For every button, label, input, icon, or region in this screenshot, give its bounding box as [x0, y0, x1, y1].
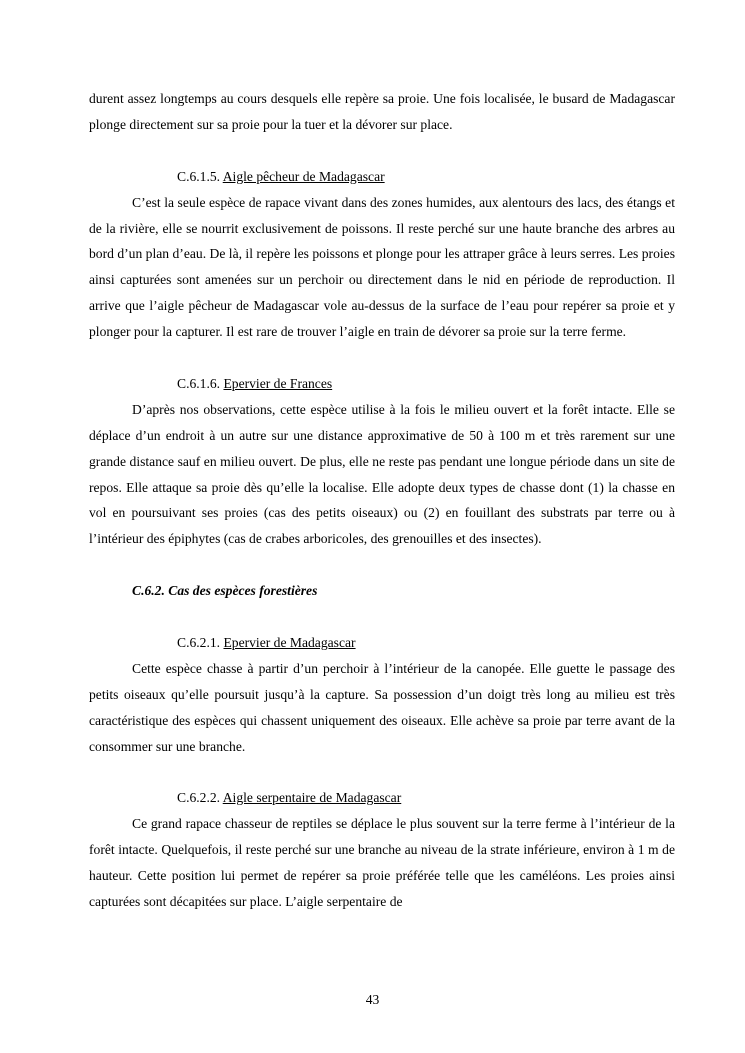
- paragraph-c615: C’est la seule espèce de rapace vivant dans des zones humides, aux alentours des lacs, des étangs et de la rivière, elle se nourrit exclusivement de poissons. Il reste perché sur une haute branche des arbres au bord d’un plan d’eau. De là, il repère les poissons et plonge pour les attraper grâce à leurs serres. Les proies ainsi capturées sont amenées sur un perchoir ou directement dans le nid en période de reproduction. Il arrive que l’aigle pêcheur de Madagascar vole au-dessus de la surface de l’eau pour repérer sa proie et y plonger pour la capturer. Il est rare de trouver l’aigle en train de dévorer sa proie sur la terre ferme.: [89, 194, 675, 340]
- spacer: [89, 345, 675, 371]
- heading-number: C.6.1.6.: [177, 375, 221, 391]
- paragraph-c621: Cette espèce chasse à partir d’un perchoir à l’intérieur de la canopée. Elle guette le passage des petits oiseaux qu’elle poursuit jusqu’à la capture. Sa possession d’un doigt très long au milieu est très caractéristique des espèces qui chassent uniquement des oiseaux. Elle achève sa proie par terre avant de la consommer sur une branche.: [89, 660, 675, 754]
- intro-paragraph: durent assez longtemps au cours desquels elle repère sa proie. Une fois localisée, le busard de Madagascar plonge directement sur sa proie pour la tuer et la dévorer sur place.: [89, 91, 675, 132]
- spacer: [89, 552, 675, 578]
- paragraph-c616: D’après nos observations, cette espèce utilise à la fois le milieu ouvert et la forêt intacte. Elle se déplace d’un endroit à un autre sur une distance approximative de 50 à 100 m et très rarement sur une grande distance sauf en milieu ouvert. De plus, elle ne reste pas pendant une longue période dans un site de repos. Elle attaque sa proie dès qu’elle la localise. Elle adopte deux types de chasse dont (1) la chasse en vol en poursuivant ses proies (cas des petits oiseaux) ou (2) en fouillant des substrats par terre ou à l’intérieur des épiphytes (cas de crabes arboricoles, des grenouilles et des insectes).: [89, 401, 675, 547]
- heading-c615: [89, 164, 675, 190]
- spacer: [89, 604, 675, 630]
- heading-number: C.6.2.1.: [177, 634, 221, 650]
- heading-c621: [89, 630, 675, 656]
- heading-title: Epervier de Madagascar: [223, 634, 356, 650]
- heading-c622: [89, 785, 675, 811]
- heading-title: Aigle pêcheur de Madagascar: [222, 168, 385, 184]
- heading-c616: [89, 371, 675, 397]
- page-body: [89, 86, 675, 915]
- page-number: 43: [365, 992, 380, 1007]
- paragraph-c622: Ce grand rapace chasseur de reptiles se déplace le plus souvent sur la terre ferme à l’intérieur de la forêt intacte. Quelquefois, il reste perché sur une branche au niveau de la strate inférieure, environ à 1 m de hauteur. Cette position lui permet de repérer sa proie préférée telle que les caméléons. Les proies ainsi capturées sont décapitées sur place. L’aigle serpentaire de: [89, 816, 675, 910]
- heading-title: Aigle serpentaire de Madagascar: [222, 790, 402, 806]
- heading-title: Epervier de Frances: [223, 375, 333, 391]
- heading-number: C.6.2.2.: [177, 790, 221, 806]
- spacer: [89, 138, 675, 164]
- section-heading-c62: C.6.2. Cas des espèces forestières: [132, 583, 318, 599]
- heading-number: C.6.1.5.: [177, 168, 221, 184]
- spacer: [89, 760, 675, 786]
